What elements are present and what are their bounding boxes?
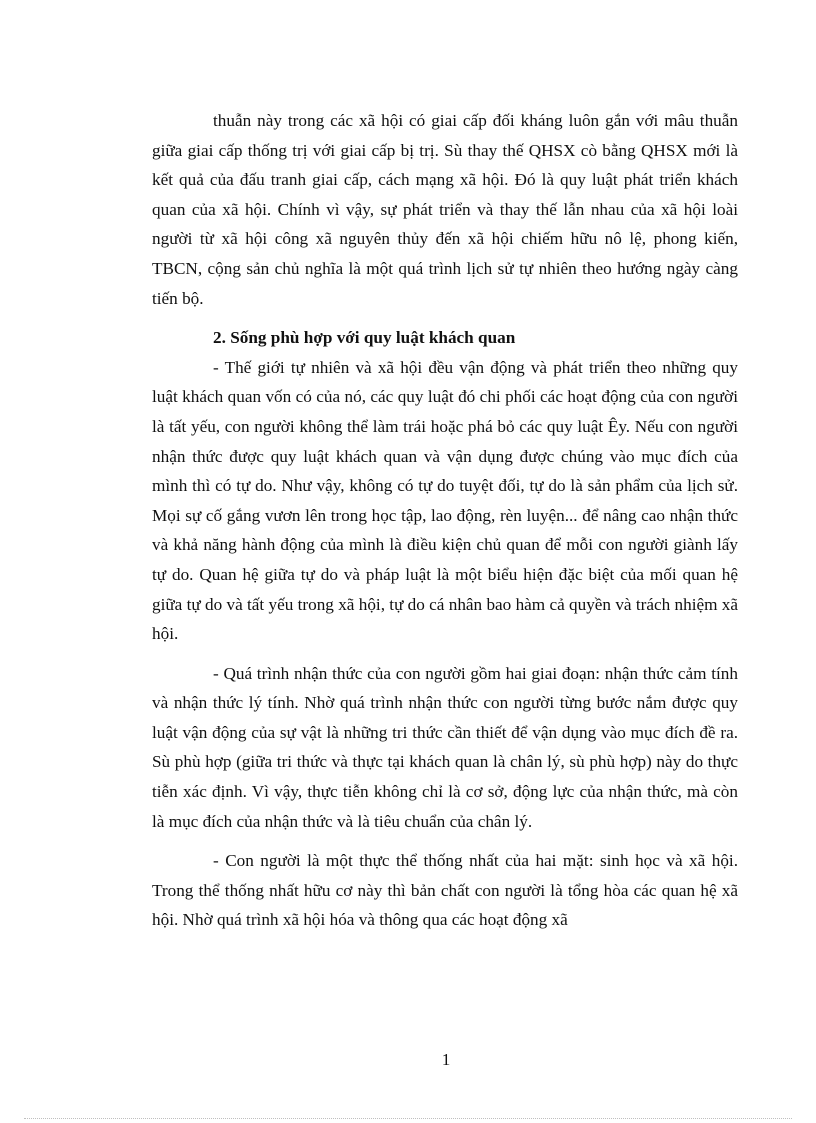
paragraph-intro: thuẫn này trong các xã hội có giai cấp đối kháng luôn gắn với mâu thuẫn giữa giai cấp thống trị với giai cấp bị trị. Sù thay thế QHSX cò bằng QHSX mới là kết quả của đấu tranh giai cấp, cách mạng xã hội. Đó là quy luật phát triển khách quan của xã hội. Chính vì vậy, sự phát triển và thay thế lẫn nhau của xã hội loài người từ xã hội công xã nguyên thủy đến xã hội chiếm hữu nô lệ, phong kiến, TBCN, cộng sản chủ nghĩa là một quá trình lịch sử tự nhiên theo hướng ngày càng tiến bộ. bbox=[152, 111, 738, 308]
paragraph-laws: - Thế giới tự nhiên và xã hội đều vận động và phát triển theo những quy luật khách quan vốn có của nó, các quy luật đó chi phối các hoạt động của con người là tất yếu, con người không thể làm trái hoặc phá bỏ các quy luật Êy. Nếu con người nhận thức được quy luật khách quan và vận dụng được chúng vào mục đích của mình thì có tự do. Như vậy, không có tự do tuyệt đối, tự do là sản phẩm của lịch sử. Mọi sự cố gắng vươn lên trong học tập, lao động, rèn luyện... để nâng cao nhận thức và khả năng hành động của mình là điều kiện chủ quan để mỗi con người giành lấy tự do. Quan hệ giữa tự do và pháp luật là một biểu hiện đặc biệt của mối quan hệ giữa tự do và tất yếu trong xã hội, tự do cá nhân bao hàm cả quyền và trách nhiệm xã hội. bbox=[152, 357, 738, 644]
paragraph-human: - Con người là một thực thể thống nhất của hai mặt: sinh học và xã hội. Trong thể thống nhất hữu cơ này thì bản chất con người là tổng hòa các quan hệ xã hội. Nhờ quá trình xã hội hóa và thông qua các hoạt động xã bbox=[152, 851, 738, 930]
section-heading: 2. Sống phù hợp với quy luật khách quan bbox=[213, 328, 516, 348]
paragraph-cognition: - Quá trình nhận thức của con người gồm hai giai đoạn: nhận thức cảm tính và nhận thức lý tính. Nhờ quá trình nhận thức con người từng bước nắm được quy luật vận động của sự vật là những tri thức cần thiết để vận dụng vào mục đích đề ra. Sù phù hợp (giữa tri thức và thực tại khách quan là chân lý, sù phù hợp) này do thực tiễn xác định. Vì vậy, thực tiễn không chỉ là cơ sở, động lực của nhận thức, mà còn là mục đích của nhận thức và là tiêu chuẩn của chân lý. bbox=[152, 663, 738, 831]
page-bottom-border bbox=[24, 1118, 792, 1119]
body-text bbox=[152, 106, 738, 935]
page-number: 1 bbox=[441, 1050, 451, 1069]
